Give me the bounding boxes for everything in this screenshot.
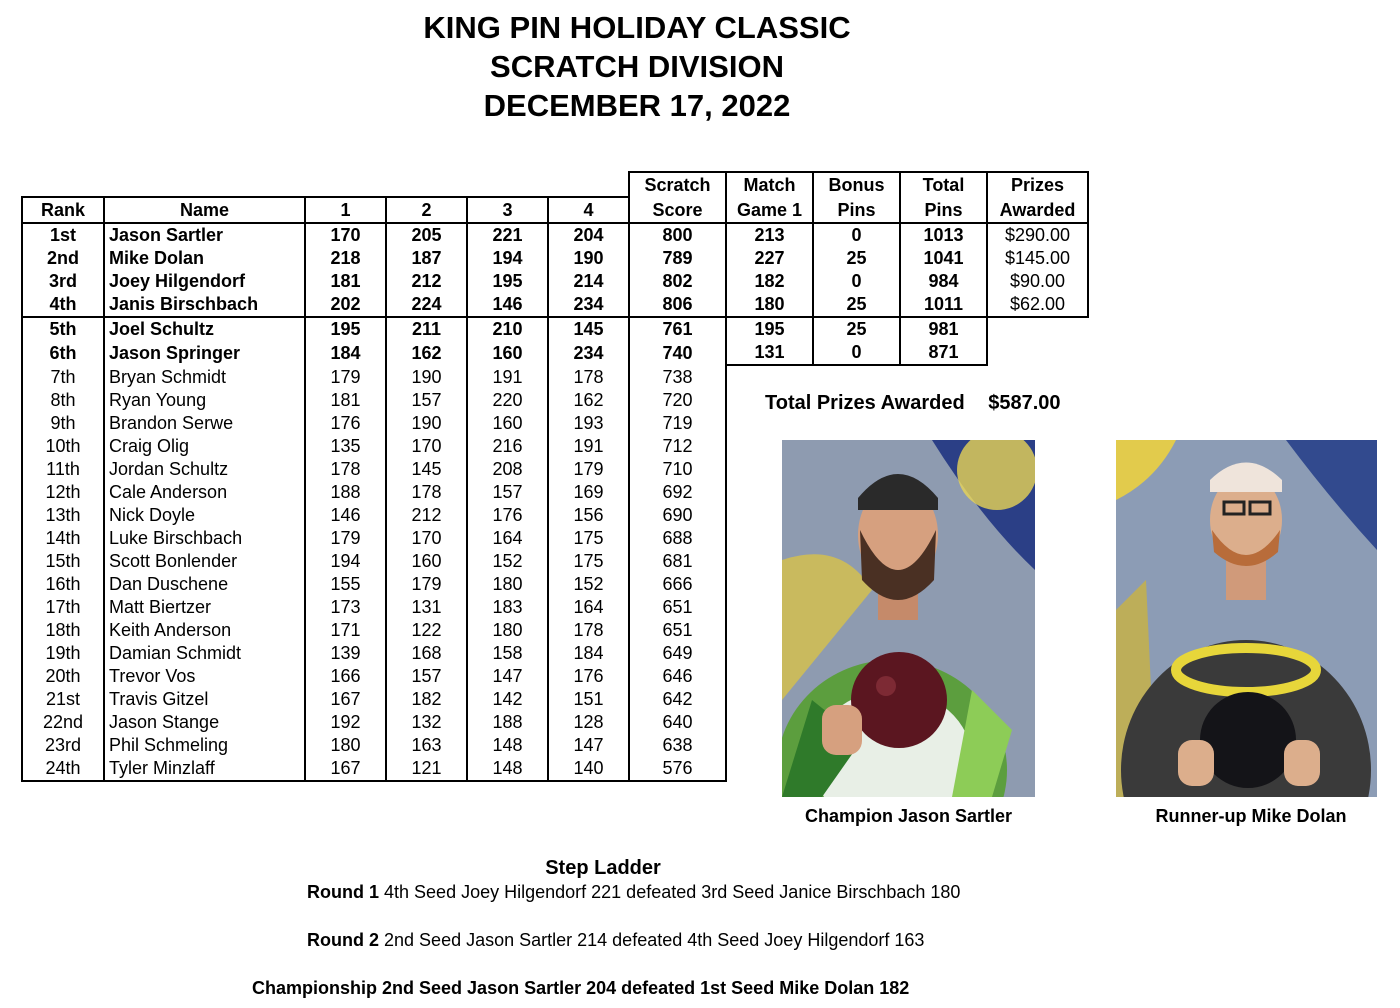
name-cell: Joel Schultz (104, 317, 305, 341)
champion-photo (782, 440, 1035, 797)
game-1-cell: 173 (305, 596, 386, 619)
table-row (22, 412, 1088, 435)
scratch-score-cell: 651 (629, 596, 726, 619)
col-total-top: Total (900, 172, 987, 197)
game-4-cell: 178 (548, 365, 629, 389)
table-row (22, 341, 1088, 365)
game-2-cell: 163 (386, 734, 467, 757)
game-3-cell: 158 (467, 642, 548, 665)
total-pins-cell: 1013 (900, 223, 987, 247)
scratch-score-cell: 738 (629, 365, 726, 389)
game-1-cell: 139 (305, 642, 386, 665)
game-2-cell: 211 (386, 317, 467, 341)
game-2-cell: 157 (386, 665, 467, 688)
match-game-cell: 227 (726, 247, 813, 270)
game-4-cell: 234 (548, 293, 629, 317)
name-cell: Jason Stange (104, 711, 305, 734)
game-4-cell: 175 (548, 527, 629, 550)
round-1-label: Round 1 (307, 882, 379, 902)
name-cell: Luke Birschbach (104, 527, 305, 550)
scratch-score-cell: 789 (629, 247, 726, 270)
game-1-cell: 181 (305, 270, 386, 293)
rank-cell: 13th (22, 504, 104, 527)
col-bonus-bottom: Pins (813, 197, 900, 223)
round-2-label: Round 2 (307, 930, 379, 950)
total-prizes (765, 392, 1061, 415)
game-1-cell: 167 (305, 757, 386, 781)
game-1-cell: 192 (305, 711, 386, 734)
game-2-cell: 157 (386, 389, 467, 412)
match-game-cell: 131 (726, 341, 813, 365)
game-3-cell: 191 (467, 365, 548, 389)
name-cell: Ryan Young (104, 389, 305, 412)
game-4-cell: 179 (548, 458, 629, 481)
col-game-4: 4 (548, 197, 629, 223)
scratch-score-cell: 640 (629, 711, 726, 734)
game-2-cell: 131 (386, 596, 467, 619)
name-cell: Jason Springer (104, 341, 305, 365)
game-2-cell: 162 (386, 341, 467, 365)
rank-cell: 17th (22, 596, 104, 619)
game-2-cell: 190 (386, 365, 467, 389)
empty-cell (987, 341, 1088, 365)
game-2-cell: 205 (386, 223, 467, 247)
col-scratch-bottom: Score (629, 197, 726, 223)
game-3-cell: 183 (467, 596, 548, 619)
championship-label: Championship (252, 978, 377, 998)
scratch-score-cell: 802 (629, 270, 726, 293)
game-4-cell: 204 (548, 223, 629, 247)
game-1-cell: 170 (305, 223, 386, 247)
total-prizes-amount: $587.00 (988, 392, 1061, 414)
scratch-score-cell: 638 (629, 734, 726, 757)
rank-cell: 16th (22, 573, 104, 596)
prize-cell: $90.00 (987, 270, 1088, 293)
game-1-cell: 179 (305, 365, 386, 389)
game-3-cell: 195 (467, 270, 548, 293)
rank-cell: 10th (22, 435, 104, 458)
ladder-championship (252, 978, 909, 999)
total-pins-cell: 1041 (900, 247, 987, 270)
game-2-cell: 122 (386, 619, 467, 642)
ladder-round-1 (307, 882, 960, 903)
scratch-score-cell: 720 (629, 389, 726, 412)
match-game-cell: 180 (726, 293, 813, 317)
game-2-cell: 145 (386, 458, 467, 481)
game-1-cell: 167 (305, 688, 386, 711)
bonus-pins-cell: 0 (813, 341, 900, 365)
rank-cell: 6th (22, 341, 104, 365)
empty-cell (987, 317, 1088, 341)
game-4-cell: 214 (548, 270, 629, 293)
rank-cell: 1st (22, 223, 104, 247)
scratch-score-cell: 800 (629, 223, 726, 247)
match-game-cell: 182 (726, 270, 813, 293)
empty-cell (726, 412, 813, 435)
bonus-pins-cell: 25 (813, 317, 900, 341)
empty-cell (900, 365, 987, 389)
empty-cell (726, 365, 813, 389)
game-3-cell: 208 (467, 458, 548, 481)
game-4-cell: 176 (548, 665, 629, 688)
scratch-score-cell: 642 (629, 688, 726, 711)
game-4-cell: 145 (548, 317, 629, 341)
bonus-pins-cell: 25 (813, 247, 900, 270)
col-rank: Rank (22, 197, 104, 223)
runnerup-photo-art (1116, 440, 1377, 797)
game-3-cell: 160 (467, 412, 548, 435)
rank-cell: 4th (22, 293, 104, 317)
game-4-cell: 147 (548, 734, 629, 757)
game-4-cell: 193 (548, 412, 629, 435)
game-3-cell: 160 (467, 341, 548, 365)
division-title: SCRATCH DIVISION (490, 49, 784, 84)
game-4-cell: 191 (548, 435, 629, 458)
name-cell: Nick Doyle (104, 504, 305, 527)
game-2-cell: 182 (386, 688, 467, 711)
scratch-score-cell: 651 (629, 619, 726, 642)
game-1-cell: 176 (305, 412, 386, 435)
rank-cell: 12th (22, 481, 104, 504)
scratch-score-cell: 692 (629, 481, 726, 504)
game-1-cell: 218 (305, 247, 386, 270)
name-cell: Jason Sartler (104, 223, 305, 247)
rank-cell: 8th (22, 389, 104, 412)
scratch-score-cell: 688 (629, 527, 726, 550)
header-row-top (22, 172, 1088, 197)
game-3-cell: 176 (467, 504, 548, 527)
step-ladder-title: Step Ladder (545, 857, 661, 879)
name-cell: Cale Anderson (104, 481, 305, 504)
scratch-score-cell: 690 (629, 504, 726, 527)
col-match-bottom: Game 1 (726, 197, 813, 223)
scratch-score-cell: 719 (629, 412, 726, 435)
game-3-cell: 210 (467, 317, 548, 341)
scratch-score-cell: 666 (629, 573, 726, 596)
total-pins-cell: 1011 (900, 293, 987, 317)
game-1-cell: 188 (305, 481, 386, 504)
rank-cell: 11th (22, 458, 104, 481)
rank-cell: 7th (22, 365, 104, 389)
round-2-result: 2nd Seed Jason Sartler 214 defeated 4th Seed Joey Hilgendorf 163 (384, 930, 925, 950)
game-3-cell: 148 (467, 734, 548, 757)
game-4-cell: 234 (548, 341, 629, 365)
name-cell: Damian Schmidt (104, 642, 305, 665)
game-2-cell: 190 (386, 412, 467, 435)
name-cell: Jordan Schultz (104, 458, 305, 481)
col-scratch-top: Scratch (629, 172, 726, 197)
champion-caption: Champion Jason Sartler (804, 806, 1013, 826)
name-cell: Dan Duschene (104, 573, 305, 596)
game-1-cell: 146 (305, 504, 386, 527)
empty-cell (987, 365, 1088, 389)
game-1-cell: 194 (305, 550, 386, 573)
col-game-3: 3 (467, 197, 548, 223)
total-pins-cell: 871 (900, 341, 987, 365)
game-2-cell: 168 (386, 642, 467, 665)
col-match-top: Match (726, 172, 813, 197)
game-2-cell: 121 (386, 757, 467, 781)
table-row (22, 317, 1088, 341)
total-pins-cell: 981 (900, 317, 987, 341)
game-3-cell: 157 (467, 481, 548, 504)
game-1-cell: 135 (305, 435, 386, 458)
col-prizes-bottom: Awarded (987, 197, 1088, 223)
rank-cell: 18th (22, 619, 104, 642)
game-3-cell: 220 (467, 389, 548, 412)
round-1-result: 4th Seed Joey Hilgendorf 221 defeated 3rd Seed Janice Birschbach 180 (384, 882, 961, 902)
rank-cell: 21st (22, 688, 104, 711)
rank-cell: 9th (22, 412, 104, 435)
game-3-cell: 148 (467, 757, 548, 781)
game-3-cell: 180 (467, 573, 548, 596)
table-row (22, 293, 1088, 317)
scratch-score-cell: 712 (629, 435, 726, 458)
game-3-cell: 142 (467, 688, 548, 711)
rank-cell: 2nd (22, 247, 104, 270)
game-2-cell: 160 (386, 550, 467, 573)
rank-cell: 23rd (22, 734, 104, 757)
total-pins-cell: 984 (900, 270, 987, 293)
col-game-2: 2 (386, 197, 467, 223)
prize-cell: $290.00 (987, 223, 1088, 247)
table-row (22, 270, 1088, 293)
game-2-cell: 170 (386, 435, 467, 458)
game-2-cell: 179 (386, 573, 467, 596)
game-1-cell: 195 (305, 317, 386, 341)
scratch-score-cell: 740 (629, 341, 726, 365)
game-1-cell: 202 (305, 293, 386, 317)
game-4-cell: 162 (548, 389, 629, 412)
game-4-cell: 169 (548, 481, 629, 504)
game-1-cell: 184 (305, 341, 386, 365)
prize-cell: $145.00 (987, 247, 1088, 270)
event-date: DECEMBER 17, 2022 (483, 88, 791, 123)
championship-result: 2nd Seed Jason Sartler 204 defeated 1st Seed Mike Dolan 182 (382, 978, 910, 998)
game-1-cell: 180 (305, 734, 386, 757)
name-cell: Bryan Schmidt (104, 365, 305, 389)
rank-cell: 19th (22, 642, 104, 665)
game-4-cell: 184 (548, 642, 629, 665)
bonus-pins-cell: 25 (813, 293, 900, 317)
game-3-cell: 216 (467, 435, 548, 458)
game-3-cell: 152 (467, 550, 548, 573)
game-4-cell: 164 (548, 596, 629, 619)
game-2-cell: 132 (386, 711, 467, 734)
col-total-bottom: Pins (900, 197, 987, 223)
game-1-cell: 178 (305, 458, 386, 481)
game-2-cell: 212 (386, 270, 467, 293)
game-3-cell: 194 (467, 247, 548, 270)
col-bonus-top: Bonus (813, 172, 900, 197)
runnerup-caption: Runner-up Mike Dolan (1155, 806, 1347, 826)
scratch-score-cell: 646 (629, 665, 726, 688)
col-prizes-top: Prizes (987, 172, 1088, 197)
scratch-score-cell: 710 (629, 458, 726, 481)
game-4-cell: 140 (548, 757, 629, 781)
rank-cell: 24th (22, 757, 104, 781)
scratch-score-cell: 681 (629, 550, 726, 573)
empty-cell (813, 412, 900, 435)
empty-cell (813, 365, 900, 389)
prize-cell: $62.00 (987, 293, 1088, 317)
name-cell: Janis Birschbach (104, 293, 305, 317)
champion-photo-art (782, 440, 1035, 797)
game-2-cell: 187 (386, 247, 467, 270)
name-cell: Joey Hilgendorf (104, 270, 305, 293)
name-cell: Brandon Serwe (104, 412, 305, 435)
table-row (22, 247, 1088, 270)
rank-cell: 20th (22, 665, 104, 688)
rank-cell: 5th (22, 317, 104, 341)
name-cell: Keith Anderson (104, 619, 305, 642)
game-4-cell: 152 (548, 573, 629, 596)
empty-cell (900, 412, 987, 435)
scratch-score-cell: 806 (629, 293, 726, 317)
game-1-cell: 181 (305, 389, 386, 412)
rank-cell: 14th (22, 527, 104, 550)
bonus-pins-cell: 0 (813, 270, 900, 293)
name-cell: Trevor Vos (104, 665, 305, 688)
game-3-cell: 164 (467, 527, 548, 550)
name-cell: Scott Bonlender (104, 550, 305, 573)
name-cell: Phil Schmeling (104, 734, 305, 757)
tournament-title: KING PIN HOLIDAY CLASSIC (423, 10, 851, 45)
game-3-cell: 221 (467, 223, 548, 247)
runnerup-photo (1116, 440, 1377, 797)
game-2-cell: 178 (386, 481, 467, 504)
match-game-cell: 195 (726, 317, 813, 341)
scratch-score-cell: 649 (629, 642, 726, 665)
col-name: Name (104, 197, 305, 223)
scratch-score-cell: 761 (629, 317, 726, 341)
header-row-bottom (22, 197, 1088, 223)
game-1-cell: 155 (305, 573, 386, 596)
bonus-pins-cell: 0 (813, 223, 900, 247)
game-3-cell: 147 (467, 665, 548, 688)
game-4-cell: 178 (548, 619, 629, 642)
total-prizes-label: Total Prizes Awarded (765, 392, 965, 414)
game-4-cell: 151 (548, 688, 629, 711)
game-2-cell: 224 (386, 293, 467, 317)
ladder-round-2 (307, 930, 924, 951)
empty-cell (987, 412, 1088, 435)
game-4-cell: 156 (548, 504, 629, 527)
rank-cell: 22nd (22, 711, 104, 734)
game-4-cell: 190 (548, 247, 629, 270)
scratch-score-cell: 576 (629, 757, 726, 781)
game-1-cell: 166 (305, 665, 386, 688)
table-row (22, 223, 1088, 247)
game-1-cell: 171 (305, 619, 386, 642)
name-cell: Tyler Minzlaff (104, 757, 305, 781)
game-3-cell: 146 (467, 293, 548, 317)
name-cell: Craig Olig (104, 435, 305, 458)
match-game-cell: 213 (726, 223, 813, 247)
col-game-1: 1 (305, 197, 386, 223)
table-row (22, 365, 1088, 389)
game-4-cell: 175 (548, 550, 629, 573)
game-1-cell: 179 (305, 527, 386, 550)
game-3-cell: 188 (467, 711, 548, 734)
name-cell: Mike Dolan (104, 247, 305, 270)
game-2-cell: 212 (386, 504, 467, 527)
game-3-cell: 180 (467, 619, 548, 642)
rank-cell: 15th (22, 550, 104, 573)
game-4-cell: 128 (548, 711, 629, 734)
game-2-cell: 170 (386, 527, 467, 550)
name-cell: Matt Biertzer (104, 596, 305, 619)
name-cell: Travis Gitzel (104, 688, 305, 711)
rank-cell: 3rd (22, 270, 104, 293)
